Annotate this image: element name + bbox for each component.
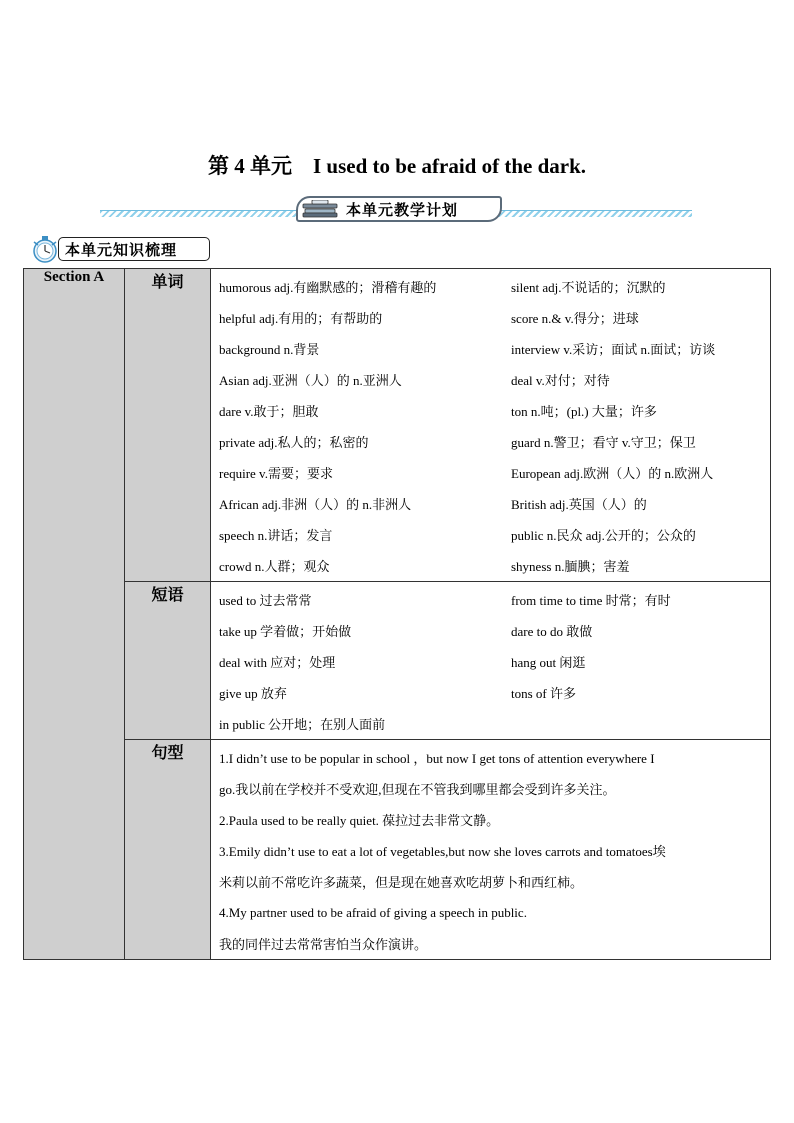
list-item — [219, 615, 770, 646]
entry-right: guard n.警卫；看守 v.守卫；保卫 — [511, 435, 696, 450]
vocab-list — [211, 269, 770, 581]
entry-right: public n.民众 adj.公开的；公众的 — [511, 528, 696, 543]
entry-right: deal v.对付；对待 — [511, 373, 610, 388]
list-item — [219, 488, 770, 519]
list-item — [219, 708, 770, 739]
entry-left: private adj.私人的；私密的 — [219, 435, 369, 450]
sentences-label: 句型 — [125, 740, 211, 960]
entry-right: ton n.吨；(pl.) 大量；许多 — [511, 404, 657, 419]
entry-left: take up 学着做；开始做 — [219, 624, 352, 639]
entry-right: European adj.欧洲（人）的 n.欧洲人 — [511, 466, 714, 481]
sentences-row — [24, 740, 771, 960]
entry-right: shyness n.腼腆；害羞 — [511, 559, 630, 574]
entry-right: score n.& v.得分；进球 — [511, 311, 639, 326]
entry-left: dare v.敢于；胆敢 — [219, 404, 319, 419]
entry-right: from time to time 时常；有时 — [511, 593, 671, 608]
sentences-cell — [211, 740, 771, 960]
list-item — [219, 333, 770, 364]
entry-right: tons of 许多 — [511, 686, 577, 701]
page-title: 第 4 单元 I used to be afraid of the dark. — [207, 154, 586, 178]
phrases-row — [24, 582, 771, 740]
entry-right: British adj.英国（人）的 — [511, 497, 647, 512]
entry-left: require v.需要；要求 — [219, 466, 333, 481]
list-item — [219, 426, 770, 457]
sentence-line: 我的同伴过去常常害怕当众作演讲。 — [219, 937, 428, 952]
vocab-label: 单词 — [125, 269, 211, 582]
list-item — [219, 519, 770, 550]
list-item — [219, 550, 770, 581]
entry-left: speech n.讲话；发言 — [219, 528, 333, 543]
list-item — [219, 302, 770, 333]
sentence-line: 3.Emily didn’t use to eat a lot of vegetables,but now she loves carrots and tomatoes埃 — [219, 844, 666, 859]
entry-left: humorous adj.有幽默感的；滑稽有趣的 — [219, 280, 437, 295]
section-label-box — [58, 237, 210, 261]
entry-right: hang out 闲逛 — [511, 655, 586, 670]
entry-left: deal with 应对；处理 — [219, 655, 336, 670]
section-label: 本单元知识梳理 — [65, 241, 178, 259]
knowledge-section-header — [30, 233, 214, 263]
list-item — [219, 457, 770, 488]
list-item — [219, 584, 770, 615]
entry-left: crowd n.人群；观众 — [219, 559, 330, 574]
list-item — [219, 677, 770, 708]
vocab-row — [24, 269, 771, 582]
sentence-line: 2.Paula used to be really quiet. 葆拉过去非常文静。 — [219, 813, 500, 828]
sentence-line: 4.My partner used to be afraid of giving a speech in public. — [219, 904, 527, 920]
entry-right: silent adj.不说话的；沉默的 — [511, 280, 666, 295]
entry-left: give up 放弃 — [219, 686, 287, 701]
sentence-line: go.我以前在学校并不受欢迎,但现在不管我到哪里都会受到许多关注。 — [219, 782, 616, 797]
banner-label: 本单元教学计划 — [346, 201, 459, 219]
phrases-label: 短语 — [125, 582, 211, 740]
section-a-cell: Section A — [24, 269, 125, 960]
entry-left: in public 公开地；在别人面前 — [219, 717, 386, 732]
list-item — [219, 646, 770, 677]
sentence-line: 米莉以前不常吃许多蔬菜，但是现在她喜欢吃胡萝卜和西红柿。 — [219, 875, 584, 890]
list-item — [219, 271, 770, 302]
banner-tab — [296, 196, 502, 222]
sentences-list — [211, 740, 770, 959]
entry-right: interview v.采访；面试 n.面试；访谈 — [511, 342, 716, 357]
entry-left: helpful adj.有用的；有帮助的 — [219, 311, 383, 326]
list-item — [219, 395, 770, 426]
vocab-cell — [211, 269, 771, 582]
knowledge-table — [23, 268, 771, 960]
phrases-list — [211, 582, 770, 739]
entry-left: used to 过去常常 — [219, 593, 312, 608]
sentence-line: 1.I didn’t use to be popular in school ，but now I get tons of attention everywhere I — [219, 751, 655, 766]
phrases-cell — [211, 582, 771, 740]
list-item — [219, 364, 770, 395]
entry-left: African adj.非洲（人）的 n.非洲人 — [219, 497, 412, 512]
entry-left: background n.背景 — [219, 342, 320, 357]
entry-left: Asian adj.亚洲（人）的 n.亚洲人 — [219, 373, 402, 388]
entry-right: dare to do 敢做 — [511, 624, 593, 639]
teaching-plan-banner — [100, 192, 692, 226]
books-icon — [302, 200, 338, 218]
